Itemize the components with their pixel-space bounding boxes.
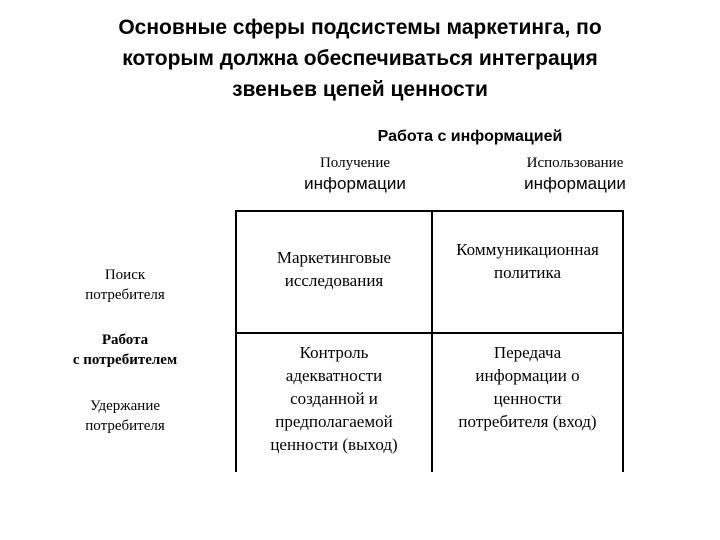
page-title: [0, 12, 720, 105]
matrix-middle-divider: [235, 332, 624, 334]
cell-value-transfer-line-2: информации о: [475, 366, 580, 385]
cell-marketing-research: [237, 246, 431, 292]
title-line-3: звеньев цепей ценности: [232, 78, 488, 101]
column-header-2: [480, 153, 670, 195]
cell-value-transfer-line-3: ценности: [493, 389, 562, 408]
column-header-1: [270, 153, 440, 195]
cell-communication-policy-line-1: Коммуникационная: [456, 240, 599, 259]
row-label-search: [55, 265, 195, 305]
matrix-right-border: [622, 210, 624, 472]
row-label-retain-line-1: Удержание: [89, 398, 161, 414]
column-header-2-line-1: Использование: [526, 155, 624, 171]
column-header-2-line-2: информации: [524, 174, 626, 193]
title-line-2: которым должна обеспечиваться интеграция: [122, 47, 598, 70]
matrix-top-border: [235, 210, 624, 212]
row-label-search-line-1: Поиск: [104, 267, 146, 283]
column-header-1-line-2: информации: [304, 174, 406, 193]
cell-value-control: [237, 341, 431, 456]
cell-value-transfer-line-4: потребителя (вход): [458, 412, 597, 431]
row-label-search-line-2: потребителя: [85, 287, 165, 303]
cell-value-control-line-1: Контроль: [299, 343, 369, 362]
title-line-1: Основные сферы подсистемы маркетинга, по: [118, 16, 602, 39]
cell-marketing-research-line-1: Маркетинговые: [276, 248, 392, 267]
cell-communication-policy: [433, 238, 622, 284]
cell-value-transfer-line-1: Передача: [493, 343, 562, 362]
row-label-retain: [55, 396, 195, 436]
cell-communication-policy-line-2: политика: [493, 263, 562, 282]
column-header-1-line-1: Получение: [319, 155, 391, 171]
row-label-work-line-1: Работа: [101, 332, 149, 348]
cell-value-control-line-5: ценности (выход): [270, 435, 398, 454]
row-label-work: [45, 330, 205, 370]
cell-value-control-line-3: созданной и: [290, 389, 378, 408]
row-label-retain-line-2: потребителя: [85, 418, 165, 434]
cell-value-transfer: [433, 341, 622, 433]
row-label-work-line-2: с потребителем: [72, 352, 178, 368]
cell-marketing-research-line-2: исследования: [284, 271, 384, 290]
column-group-header: Работа с информацией: [377, 128, 563, 145]
cell-value-control-line-4: предполагаемой: [275, 412, 393, 431]
cell-value-control-line-2: адекватности: [285, 366, 383, 385]
